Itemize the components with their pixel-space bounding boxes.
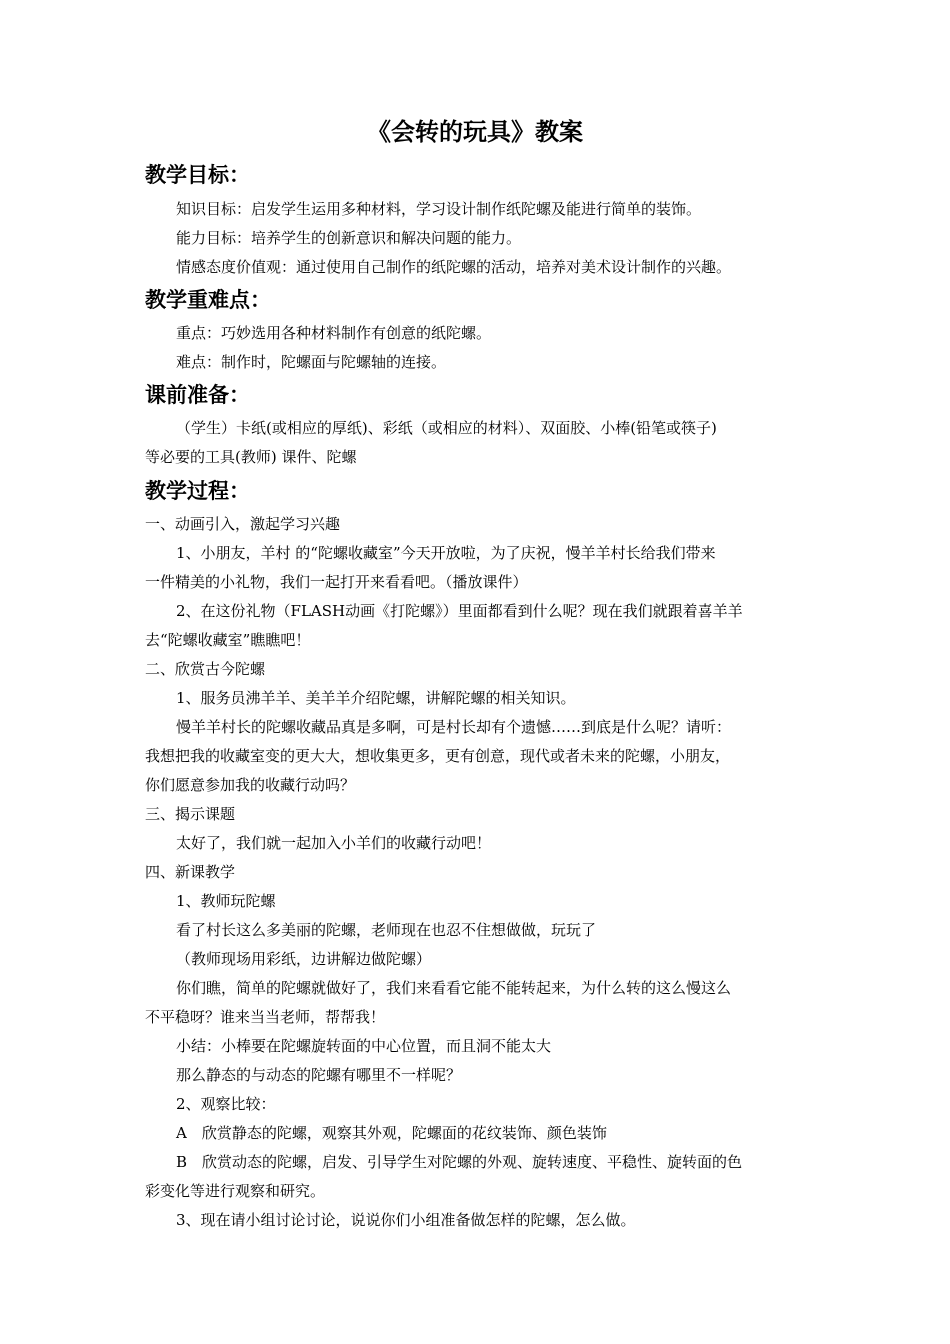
process-line: 1、服务员沸羊羊、美羊羊介绍陀螺，讲解陀螺的相关知识。 [176,689,576,707]
process-line: 看了村长这么多美丽的陀螺，老师现在也忍不住想做做，玩玩了 [176,921,597,939]
process-line: B 欣赏动态的陀螺，启发、引导学生对陀螺的外观、旋转速度、平稳性、旋转面的色 [176,1153,743,1171]
objective-ability: 能力目标：培养学生的创新意识和解决问题的能力。 [176,229,522,247]
preparation-line: （学生）卡纸(或相应的厚纸)、彩纸（或相应的材料）、双面胶、小棒(铅笔或筷子) [176,419,717,437]
process-line: 彩变化等进行观察和研究。 [145,1182,326,1200]
process-line: 不平稳呀？谁来当当老师，帮帮我！ [145,1008,386,1026]
document-title: 《会转的玩具》教案 [367,117,583,146]
process-line: 3、现在请小组讨论讨论，说说你们小组准备做怎样的陀螺，怎么做。 [176,1211,636,1229]
process-line: 1、小朋友，羊村 的“陀螺收藏室”今天开放啦，为了庆祝，慢羊羊村长给我们带来 [176,544,716,562]
process-line: 小结：小棒要在陀螺旋转面的中心位置，而且洞不能太大 [176,1037,552,1055]
heading-preparation: 课前准备： [145,382,250,407]
process-line: 2、在这份礼物（FLASH动画《打陀螺》）里面都看到什么呢？现在我们就跟着喜羊羊 [176,602,743,620]
process-line: （教师现场用彩纸，边讲解边做陀螺） [176,950,432,968]
process-line: 你们愿意参加我的收藏行动吗？ [145,776,356,794]
process-step-heading: 四、新课教学 [145,863,236,881]
process-line: 你们瞧，简单的陀螺就做好了，我们来看看它能不能转起来，为什么转的这么慢这么 [176,979,732,997]
process-line: 去“陀螺收藏室”瞧瞧吧！ [145,631,311,649]
heading-process: 教学过程： [145,478,250,503]
process-line: 1、教师玩陀螺 [176,892,276,910]
objective-attitude: 情感态度价值观：通过使用自己制作的纸陀螺的活动，培养对美术设计制作的兴趣。 [176,258,732,276]
key-point-focus: 重点：巧妙选用各种材料制作有创意的纸陀螺。 [176,324,492,342]
process-step-heading: 二、欣赏古今陀螺 [145,660,266,678]
process-line: 我想把我的收藏室变的更大大，想收集更多，更有创意，现代或者未来的陀螺，小朋友， [145,747,731,765]
key-point-difficulty: 难点：制作时，陀螺面与陀螺轴的连接。 [176,353,447,371]
objective-knowledge: 知识目标：启发学生运用多种材料，学习设计制作纸陀螺及能进行简单的装饰。 [176,200,702,218]
heading-key-points: 教学重难点： [145,287,271,312]
process-line: 2、观察比较： [176,1095,276,1113]
preparation-line: 等必要的工具(教师) 课件、陀螺 [145,448,357,466]
process-step-heading: 三、揭示课题 [145,805,236,823]
process-line: A 欣赏静态的陀螺，观察其外观，陀螺面的花纹装饰、颜色装饰 [176,1124,607,1142]
process-step-heading: 一、动画引入，激起学习兴趣 [145,515,341,533]
heading-objectives: 教学目标： [145,162,250,187]
process-line: 那么静态的与动态的陀螺有哪里不一样呢？ [176,1066,462,1084]
process-line: 慢羊羊村长的陀螺收藏品真是多啊，可是村长却有个遗憾……到底是什么呢？请听： [176,718,732,736]
process-line: 太好了，我们就一起加入小羊们的收藏行动吧！ [176,834,492,852]
process-line: 一件精美的小礼物，我们一起打开来看看吧。（播放课件） [145,573,528,591]
